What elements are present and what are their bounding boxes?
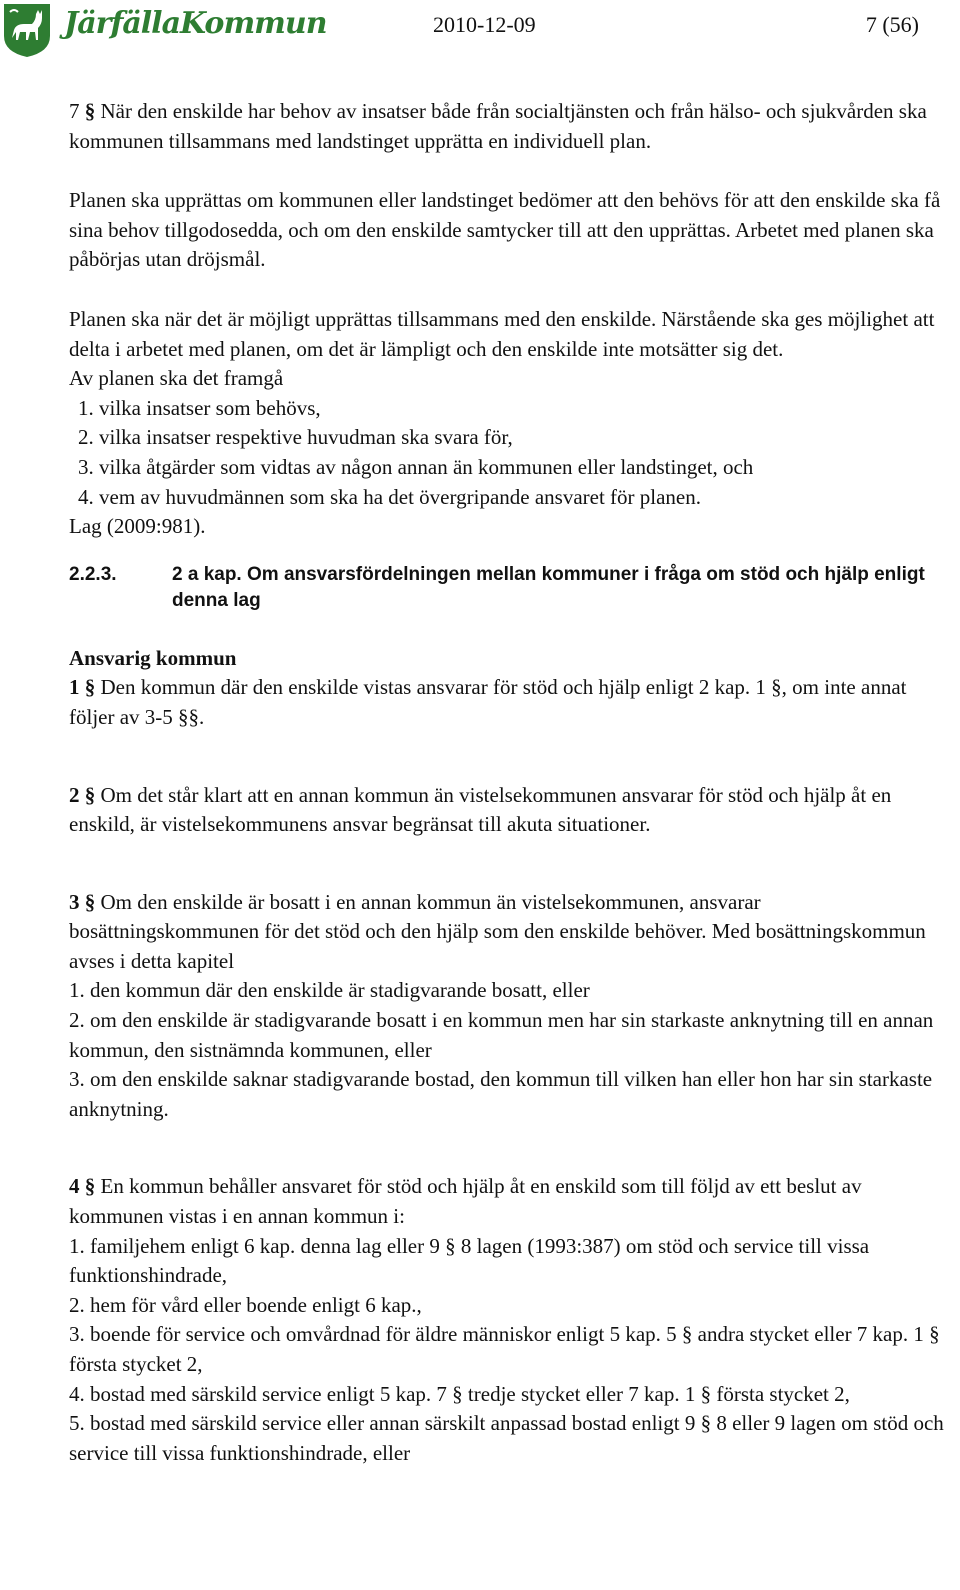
section-heading <box>69 562 949 614</box>
section-sign: § <box>84 675 96 700</box>
paragraph-7 <box>69 97 949 156</box>
page-number: 7 (56) <box>865 12 919 37</box>
paragraph-7-second: Planen ska upprättas om kommunen eller landstinget bedömer att den behövs för att den enskilde ska få sina behov tillgodosedda, och om den enskilde samtycker till att den upprättas. Arbetet med planen ska påbörjas utan dröjsmål. <box>69 188 941 272</box>
paragraph-number: 2 <box>69 782 80 807</box>
section-sign: § <box>84 782 96 807</box>
list-item: 4. bostad med särskild service enligt 5 kap. 7 § tredje stycket eller 7 kap. 1 § första stycket 2, <box>69 1381 850 1406</box>
paragraph-number: 4 <box>69 1174 80 1199</box>
paragraph-4 <box>69 1172 949 1231</box>
paragraph-number: 3 <box>69 889 80 914</box>
document-body <box>69 97 949 1468</box>
law-reference: Lag (2009:981). <box>69 514 206 539</box>
paragraph-3 <box>69 888 949 977</box>
section-sign: § <box>84 889 96 914</box>
section-sign: § <box>84 99 96 123</box>
list-item: 4. vem av huvudmännen som ska ha det övergripande ansvaret för planen. <box>78 484 702 509</box>
page-header <box>0 0 960 60</box>
paragraph-2 <box>69 781 949 840</box>
logo-wordmark: JärfällaKommun <box>64 6 327 41</box>
list-item: 2. vilka insatser respektive huvudman ska svara för, <box>78 425 513 450</box>
section-number: 2.2.3. <box>69 563 117 585</box>
list-item: 1. familjehem enligt 6 kap. denna lag eller 9 § 8 lagen (1993:387) om stöd och service till vissa funktionshindrade, <box>69 1233 870 1288</box>
subheading: Ansvarig kommun <box>69 645 237 670</box>
list-item: 3. boende för service och omvårdnad för äldre människor enligt 5 kap. 5 § andra stycket eller 7 kap. 1 § första stycket 2, <box>69 1322 940 1376</box>
list-item: 3. vilka åtgärder som vidtas av någon annan än kommunen eller landstinget, och <box>78 454 754 479</box>
paragraph-text: Om det står klart att en annan kommun än vistelsekommunen ansvarar för stöd och hjälp åt en enskild, är vistelsekommunens ansvar begränsat till akuta situationer. <box>69 782 892 837</box>
list-item: 2. om den enskilde är stadigvarande bosatt i en kommun men har sin starkaste anknytning till en annan kommun, den sistnämnda kommunen, eller <box>69 1008 934 1062</box>
paragraph-number: 7 <box>69 99 80 123</box>
deer-crest-icon <box>2 2 52 58</box>
list-item: 1. vilka insatser som behövs, <box>78 395 321 420</box>
header-date: 2010-12-09 <box>433 12 536 37</box>
list-item: 2. hem för vård eller boende enligt 6 kap., <box>69 1292 422 1317</box>
paragraph-text: När den enskilde har behov av insatser både från socialtjänsten och från hälso- och sjukvården ska kommunen tillsammans med landstinget upprätta en individuell plan. <box>69 99 927 153</box>
section-title: 2 a kap. Om ansvarsfördelningen mellan kommuner i fråga om stöd och hjälp enligt denna lag <box>172 563 925 611</box>
paragraph-number: 1 <box>69 675 80 700</box>
list-item: 3. om den enskilde saknar stadigvarande bostad, den kommun till vilken han eller hon har sin starkaste anknytning. <box>69 1067 933 1121</box>
paragraph-1 <box>69 673 949 732</box>
paragraph-text: Den kommun där den enskilde vistas ansvarar för stöd och hjälp enligt 2 kap. 1 §, om inte annat följer av 3-5 §§. <box>69 675 907 729</box>
paragraph-7-fourth: Av planen ska det framgå <box>69 366 284 391</box>
paragraph-text: Om den enskilde är bosatt i en annan kommun än vistelsekommunen, ansvarar bosättningskommunen för det stöd och den hjälp som den enskilde behöver. Med bosättningskommun avses i detta kapitel <box>69 889 926 973</box>
list-item: 5. bostad med särskild service eller annan särskilt anpassad bostad enligt 9 § 8 eller 9 lagen om stöd och service till vissa funktionshindrade, eller <box>69 1411 944 1465</box>
list-item: 1. den kommun där den enskilde är stadigvarande bosatt, eller <box>69 978 590 1003</box>
paragraph-7-third: Planen ska när det är möjligt upprättas tillsammans med den enskilde. Närstående ska ges möjlighet att delta i arbetet med planen, om det är lämpligt och den enskilde inte motsätter sig det. <box>69 306 935 361</box>
plan-list <box>69 394 949 512</box>
paragraph-text: En kommun behåller ansvaret för stöd och hjälp åt en enskild som till följd av ett beslut av kommunen vistas i en annan kommun i: <box>69 1174 862 1229</box>
section-sign: § <box>84 1174 96 1199</box>
